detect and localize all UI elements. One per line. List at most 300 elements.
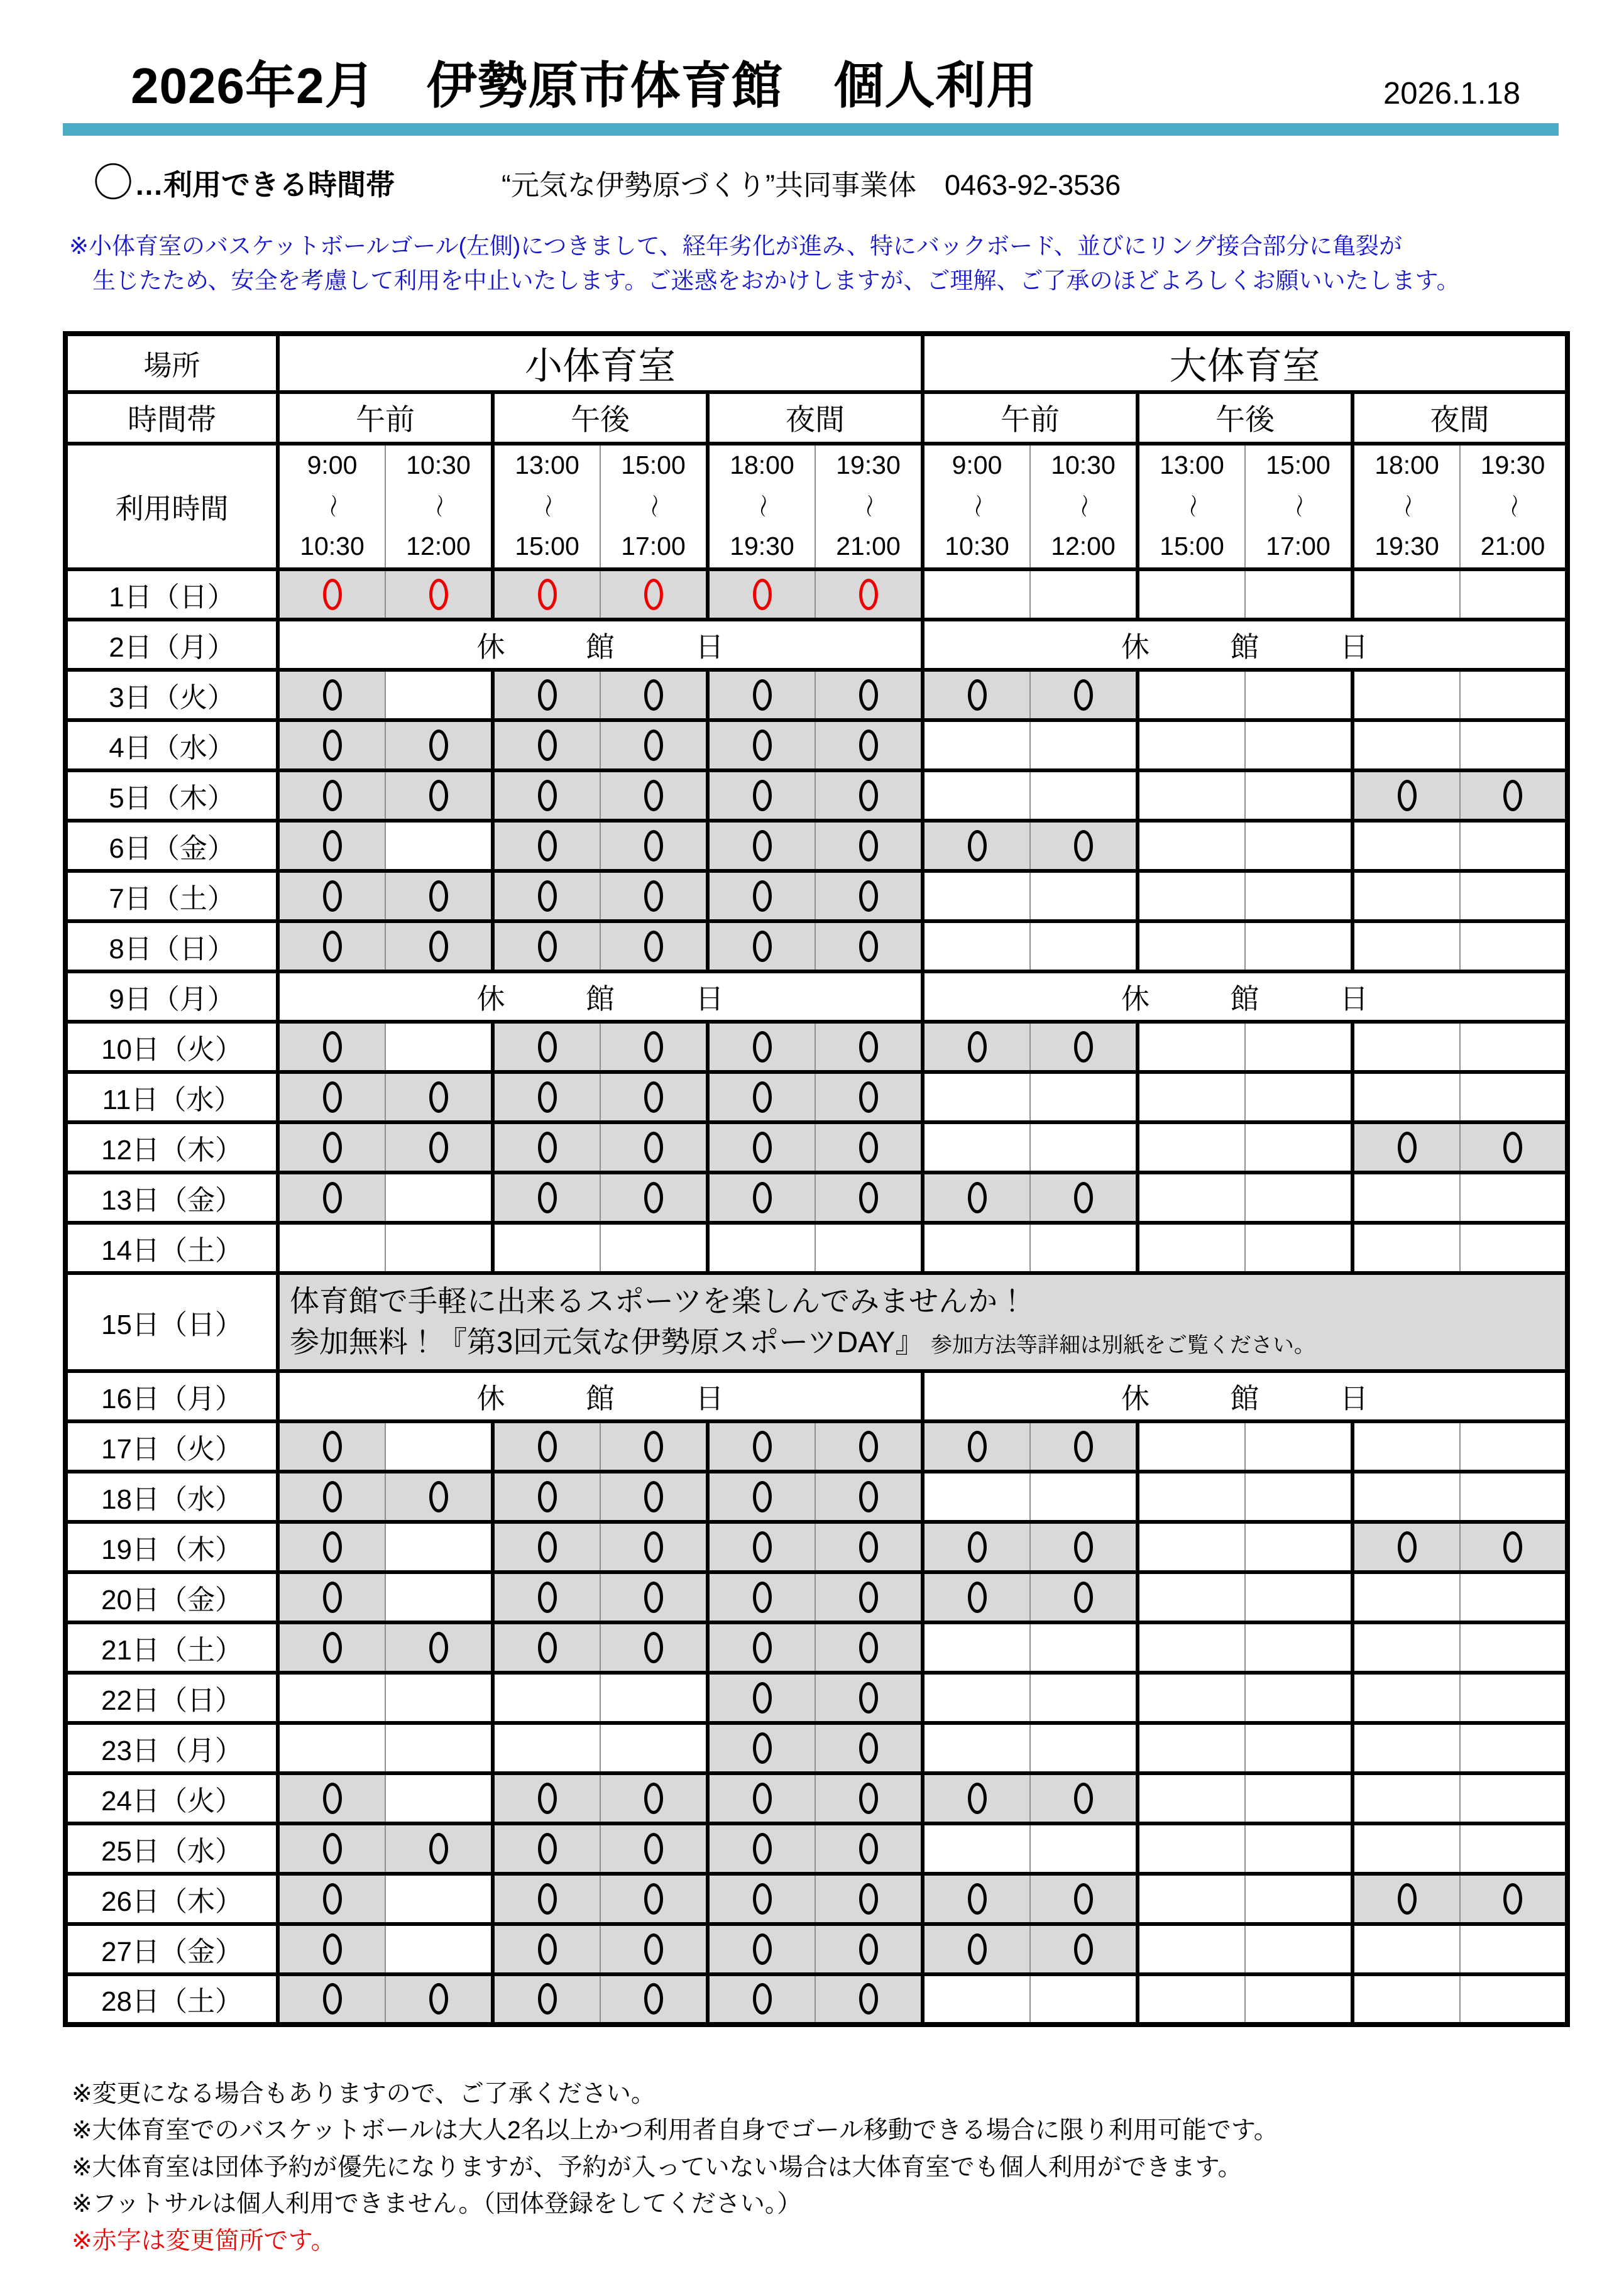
available-circle-mark [753,1182,772,1213]
slot-cell-small-3 [600,720,708,770]
available-circle-mark [753,1833,772,1864]
slot-cell-small-2 [493,1673,600,1723]
available-circle-mark [1503,1132,1522,1163]
slot-cell-large-5 [1460,1022,1567,1072]
slot-cell-large-1 [1030,821,1138,871]
slot-cell-small-4 [708,1723,815,1773]
slot-cell-large-4 [1352,670,1460,720]
slot-cell-large-2 [1138,720,1245,770]
slot-cell-small-1 [385,821,493,871]
available-circle-mark [859,880,878,912]
slot-cell-large-0 [923,1022,1030,1072]
slot-cell-large-4 [1352,1223,1460,1273]
slot-cell-large-1 [1030,1421,1138,1472]
slot-cell-large-1 [1030,1223,1138,1273]
event-line2-main: 参加無料！『第3回元気な伊勢原スポーツDAY』 [290,1325,925,1358]
day-row [65,1673,1567,1723]
time-slot-header-small-2 [493,444,600,569]
available-circle-mark [1074,1933,1093,1965]
slot-cell-large-0 [923,1472,1030,1522]
day-row [65,1122,1567,1173]
available-circle-mark [753,1783,772,1814]
day-label: 16日（月） [65,1371,278,1421]
available-circle-mark [538,1632,557,1663]
day-label: 7日（土） [65,871,278,921]
available-circle-mark [753,1031,772,1063]
closed-cell-small: 休 館 日 [278,971,923,1022]
time-start: 9:00 [952,450,1002,479]
slot-cell-large-4 [1352,1122,1460,1173]
available-circle-mark [859,1983,878,2014]
available-circle-mark [859,1582,878,1613]
time-start: 13:00 [1160,450,1224,479]
slot-cell-large-2 [1138,1673,1245,1723]
available-circle-mark [753,1081,772,1113]
available-circle-mark [644,931,663,962]
slot-cell-large-3 [1245,1572,1352,1622]
available-circle-mark [538,880,557,912]
band-header-small-1: 午後 [493,392,708,444]
day-row [65,1622,1567,1673]
slot-cell-small-2 [493,1223,600,1273]
slot-cell-small-0 [278,1773,385,1823]
day-label: 26日（木） [65,1874,278,1924]
day-row [65,670,1567,720]
slot-cell-large-2 [1138,821,1245,871]
slot-cell-small-5 [815,1022,923,1072]
time-slot-range [1354,448,1459,565]
slot-cell-small-2 [493,921,600,971]
slot-cell-large-5 [1460,1421,1567,1472]
day-row [65,971,1567,1022]
slot-cell-small-5 [815,1223,923,1273]
slot-cell-small-3 [600,821,708,871]
day-row [65,720,1567,770]
slot-cell-small-2 [493,1723,600,1773]
available-circle-mark [859,1531,878,1563]
slot-cell-small-1 [385,1122,493,1173]
time-slot-range [710,448,815,565]
available-circle-mark [538,1081,557,1113]
time-slot-range [1461,448,1565,565]
closure-notice-line1: ※小体育室のバスケットボールゴール(左側)につきまして、経年劣化が進み、特にバックボード、並びにリング接合部分に亀裂が [69,232,1402,259]
day-row [65,1974,1567,2025]
slot-cell-large-2 [1138,1173,1245,1223]
available-circle-mark [859,1081,878,1113]
page-title: 2026年2月 伊勢原市体育館 個人利用 [131,58,1038,114]
slot-cell-small-0 [278,569,385,620]
day-label: 1日（日） [65,569,278,620]
footer-note: ※フットサルは個人利用できません。（団体登録をしてください。） [72,2190,802,2218]
slot-cell-large-1 [1030,1773,1138,1823]
slot-cell-large-2 [1138,1472,1245,1522]
slot-cell-large-1 [1030,1823,1138,1874]
time-slot-range [386,448,491,565]
slot-cell-large-5 [1460,1773,1567,1823]
day-label: 17日（火） [65,1421,278,1472]
available-circle-mark [323,1833,342,1864]
slot-cell-small-4 [708,670,815,720]
available-circle-mark [968,1883,987,1915]
slot-cell-large-0 [923,821,1030,871]
slot-cell-small-2 [493,821,600,871]
slot-cell-small-4 [708,821,815,871]
available-circle-mark [429,730,448,761]
available-circle-mark [429,1983,448,2014]
time-end: 21:00 [1480,531,1545,560]
tilde: 〜 [640,493,667,518]
slot-cell-small-0 [278,1572,385,1622]
slot-cell-small-4 [708,921,815,971]
slot-cell-small-2 [493,770,600,821]
tilde: 〜 [534,493,561,518]
slot-cell-small-2 [493,871,600,921]
circle-mark-icon: 〇 [93,160,133,205]
slot-cell-small-4 [708,1673,815,1723]
slot-cell-small-1 [385,1522,493,1572]
slot-cell-small-2 [493,1622,600,1673]
slot-cell-large-5 [1460,1122,1567,1173]
slot-cell-large-3 [1245,1823,1352,1874]
slot-cell-large-5 [1460,1223,1567,1273]
closed-cell-large: 休 館 日 [923,1371,1567,1421]
slot-cell-large-0 [923,1673,1030,1723]
tilde: 〜 [749,493,776,518]
slot-cell-small-5 [815,670,923,720]
corner-place: 場所 [65,334,278,392]
slot-cell-large-2 [1138,871,1245,921]
slot-cell-large-1 [1030,1122,1138,1173]
slot-cell-small-2 [493,1522,600,1572]
slot-cell-large-2 [1138,569,1245,620]
time-slot-header-large-0 [923,444,1030,569]
slot-cell-large-2 [1138,1022,1245,1072]
slot-cell-large-5 [1460,921,1567,971]
slot-cell-large-2 [1138,1522,1245,1572]
time-end: 19:30 [1374,531,1439,560]
available-circle-mark [968,679,987,711]
slot-cell-small-5 [815,569,923,620]
slot-cell-large-5 [1460,1723,1567,1773]
available-circle-mark [859,579,878,610]
slot-cell-small-2 [493,670,600,720]
available-circle-mark [753,1632,772,1663]
slot-cell-large-5 [1460,670,1567,720]
slot-cell-large-5 [1460,1173,1567,1223]
tilde: 〜 [855,493,882,518]
operator-contact: “元気な伊勢原づくり”共同事業体 0463-92-3536 [502,169,1121,202]
slot-cell-large-3 [1245,1122,1352,1173]
slot-cell-large-0 [923,1572,1030,1622]
slot-cell-small-1 [385,1022,493,1072]
slot-cell-large-1 [1030,1673,1138,1723]
slot-cell-large-0 [923,1622,1030,1673]
available-circle-mark [753,1732,772,1764]
slot-cell-large-3 [1245,720,1352,770]
slot-cell-large-2 [1138,1072,1245,1122]
slot-cell-small-4 [708,1421,815,1472]
slot-cell-small-4 [708,1472,815,1522]
usage-time-header-row [65,444,1567,569]
available-circle-mark [1074,1582,1093,1613]
available-circle-mark [323,1531,342,1563]
available-circle-mark [323,1431,342,1462]
slot-cell-small-4 [708,1622,815,1673]
footer-note: ※変更になる場合もありますので、ご了承ください。 [72,2080,656,2107]
available-circle-mark [429,1632,448,1663]
day-row [65,921,1567,971]
slot-cell-large-5 [1460,770,1567,821]
gym-large-header: 大体育室 [923,334,1567,392]
slot-cell-large-2 [1138,1122,1245,1173]
slot-cell-large-3 [1245,1522,1352,1572]
available-circle-mark [323,1081,342,1113]
slot-cell-small-1 [385,1823,493,1874]
closure-notice-line2: 生じたため、安全を考慮して利用を中止いたします。ご迷惑をおかけしますが、ご理解、ご了承のほどよろしくお願いいたします。 [69,268,1460,294]
available-circle-mark [538,1481,557,1512]
time-slot-header-small-3 [600,444,708,569]
slot-cell-small-5 [815,921,923,971]
slot-cell-large-1 [1030,569,1138,620]
available-circle-mark [859,1732,878,1764]
available-circle-mark [323,780,342,811]
available-circle-mark [753,830,772,861]
slot-cell-small-0 [278,871,385,921]
available-circle-mark [429,780,448,811]
slot-cell-small-3 [600,1421,708,1472]
band-header-large-0: 午前 [923,392,1138,444]
available-circle-mark [1074,1031,1093,1063]
day-label: 3日（火） [65,670,278,720]
day-label: 14日（土） [65,1223,278,1273]
slot-cell-small-4 [708,1874,815,1924]
footer-note: ※大体育室でのバスケットボールは大人2名以上かつ利用者自身でゴール移動できる場合に限り利用可能です。 [72,2117,1278,2145]
title-underline-bar [63,123,1559,136]
available-circle-mark [1398,780,1417,811]
available-circle-mark [323,1182,342,1213]
time-slot-header-small-4 [708,444,815,569]
slot-cell-large-4 [1352,871,1460,921]
slot-cell-small-3 [600,1673,708,1723]
slot-cell-small-4 [708,1924,815,1974]
day-label: 9日（月） [65,971,278,1022]
notes-list [72,2076,1624,2223]
slot-cell-large-5 [1460,720,1567,770]
slot-cell-small-1 [385,1421,493,1472]
slot-cell-small-0 [278,1823,385,1874]
slot-cell-small-5 [815,1874,923,1924]
available-circle-mark [538,1431,557,1462]
slot-cell-large-1 [1030,670,1138,720]
slot-cell-small-1 [385,1173,493,1223]
day-row [65,1823,1567,1874]
slot-cell-large-3 [1245,1173,1352,1223]
slot-cell-large-0 [923,670,1030,720]
available-circle-mark [859,1031,878,1063]
slot-cell-large-4 [1352,1974,1460,2025]
time-slot-range [601,448,706,565]
available-circle-mark [1074,1883,1093,1915]
time-slot-header-small-5 [815,444,923,569]
slot-cell-small-3 [600,1072,708,1122]
time-end: 12:00 [406,531,471,560]
available-circle-mark [538,1983,557,2014]
available-circle-mark [538,579,557,610]
day-row [65,1072,1567,1122]
available-circle-mark [753,579,772,610]
slot-cell-large-3 [1245,1223,1352,1273]
red-change-note: ※赤字は変更箇所です。 [72,2227,336,2255]
time-slot-range [816,448,921,565]
available-circle-mark [429,931,448,962]
time-start: 18:00 [1374,450,1439,479]
band-header-large-1: 午後 [1138,392,1352,444]
slot-cell-small-1 [385,1974,493,2025]
slot-cell-large-2 [1138,1723,1245,1773]
slot-cell-small-4 [708,1173,815,1223]
slot-cell-small-3 [600,1572,708,1622]
day-label: 4日（水） [65,720,278,770]
slot-cell-small-0 [278,670,385,720]
available-circle-mark [538,1933,557,1965]
event-announcement-cell [278,1273,1567,1371]
available-circle-mark [323,1582,342,1613]
slot-cell-large-0 [923,871,1030,921]
slot-cell-small-4 [708,1572,815,1622]
available-circle-mark [644,830,663,861]
slot-cell-large-3 [1245,1773,1352,1823]
slot-cell-small-3 [600,871,708,921]
slot-cell-large-5 [1460,821,1567,871]
time-end: 12:00 [1051,531,1116,560]
slot-cell-large-2 [1138,921,1245,971]
slot-cell-large-1 [1030,871,1138,921]
slot-cell-large-2 [1138,670,1245,720]
event-line2 [290,1322,1565,1363]
band-header-small-0: 午前 [278,392,493,444]
slot-cell-large-1 [1030,1472,1138,1522]
available-circle-mark [323,1783,342,1814]
slot-cell-small-3 [600,1823,708,1874]
available-circle-mark [859,1933,878,1965]
time-end: 10:30 [300,531,365,560]
day-row [65,1273,1567,1371]
available-circle-mark [538,679,557,711]
closed-cell-large: 休 館 日 [923,620,1567,670]
slot-cell-small-4 [708,1022,815,1072]
slot-cell-small-2 [493,1072,600,1122]
time-end: 10:30 [945,531,1009,560]
slot-cell-large-4 [1352,1773,1460,1823]
slot-cell-small-2 [493,1122,600,1173]
slot-cell-small-4 [708,1072,815,1122]
available-circle-mark [538,1883,557,1915]
time-start: 15:00 [1266,450,1330,479]
slot-cell-large-3 [1245,569,1352,620]
slot-cell-large-3 [1245,670,1352,720]
available-circle-mark [538,931,557,962]
day-label: 2日（月） [65,620,278,670]
available-circle-mark [323,1632,342,1663]
day-label: 18日（水） [65,1472,278,1522]
available-circle-mark [538,1132,557,1163]
slot-cell-large-1 [1030,1622,1138,1673]
slot-cell-small-4 [708,569,815,620]
day-row [65,871,1567,921]
time-slot-range [1246,448,1351,565]
day-label: 21日（土） [65,1622,278,1673]
available-circle-mark [323,1983,342,2014]
day-label: 25日（水） [65,1823,278,1874]
closed-cell-small: 休 館 日 [278,1371,923,1421]
day-row [65,1723,1567,1773]
available-circle-mark [1398,1883,1417,1915]
slot-cell-small-2 [493,1823,600,1874]
slot-cell-small-5 [815,821,923,871]
available-circle-mark [644,1182,663,1213]
slot-cell-large-3 [1245,1723,1352,1773]
slot-cell-small-1 [385,1924,493,1974]
available-circle-mark [1074,1783,1093,1814]
slot-cell-large-2 [1138,1572,1245,1622]
slot-cell-small-5 [815,1673,923,1723]
slot-cell-small-3 [600,1472,708,1522]
time-slot-range [1139,448,1244,565]
slot-cell-large-2 [1138,1924,1245,1974]
day-row [65,1223,1567,1273]
slot-cell-small-4 [708,1223,815,1273]
slot-cell-small-1 [385,770,493,821]
slot-cell-small-1 [385,569,493,620]
time-start: 18:00 [730,450,794,479]
available-circle-mark [429,1481,448,1512]
available-circle-mark [323,880,342,912]
available-circle-mark [859,1481,878,1512]
slot-cell-large-2 [1138,1974,1245,2025]
available-circle-mark [644,1983,663,2014]
slot-cell-large-3 [1245,1072,1352,1122]
slot-cell-large-1 [1030,1924,1138,1974]
time-slot-header-small-0 [278,444,385,569]
slot-cell-small-2 [493,1421,600,1472]
slot-cell-small-1 [385,871,493,921]
band-header-small-2: 夜間 [708,392,923,444]
slot-cell-large-0 [923,1223,1030,1273]
slot-cell-large-0 [923,1122,1030,1173]
available-circle-mark [968,1783,987,1814]
slot-cell-large-0 [923,1924,1030,1974]
day-row [65,1572,1567,1622]
slot-cell-large-5 [1460,1622,1567,1673]
time-start: 10:30 [1051,450,1116,479]
slot-cell-large-4 [1352,821,1460,871]
slot-cell-small-1 [385,1673,493,1723]
available-circle-mark [644,1431,663,1462]
slot-cell-large-4 [1352,1572,1460,1622]
day-label: 11日（水） [65,1072,278,1122]
available-circle-mark [753,1531,772,1563]
slot-cell-small-4 [708,770,815,821]
slot-cell-small-3 [600,1122,708,1173]
slot-cell-small-2 [493,1572,600,1622]
slot-cell-large-4 [1352,1173,1460,1223]
slot-cell-large-4 [1352,1472,1460,1522]
slot-cell-large-0 [923,1874,1030,1924]
schedule-table [63,331,1570,2027]
slot-cell-large-0 [923,1773,1030,1823]
time-end: 21:00 [836,531,901,560]
slot-cell-small-2 [493,1874,600,1924]
